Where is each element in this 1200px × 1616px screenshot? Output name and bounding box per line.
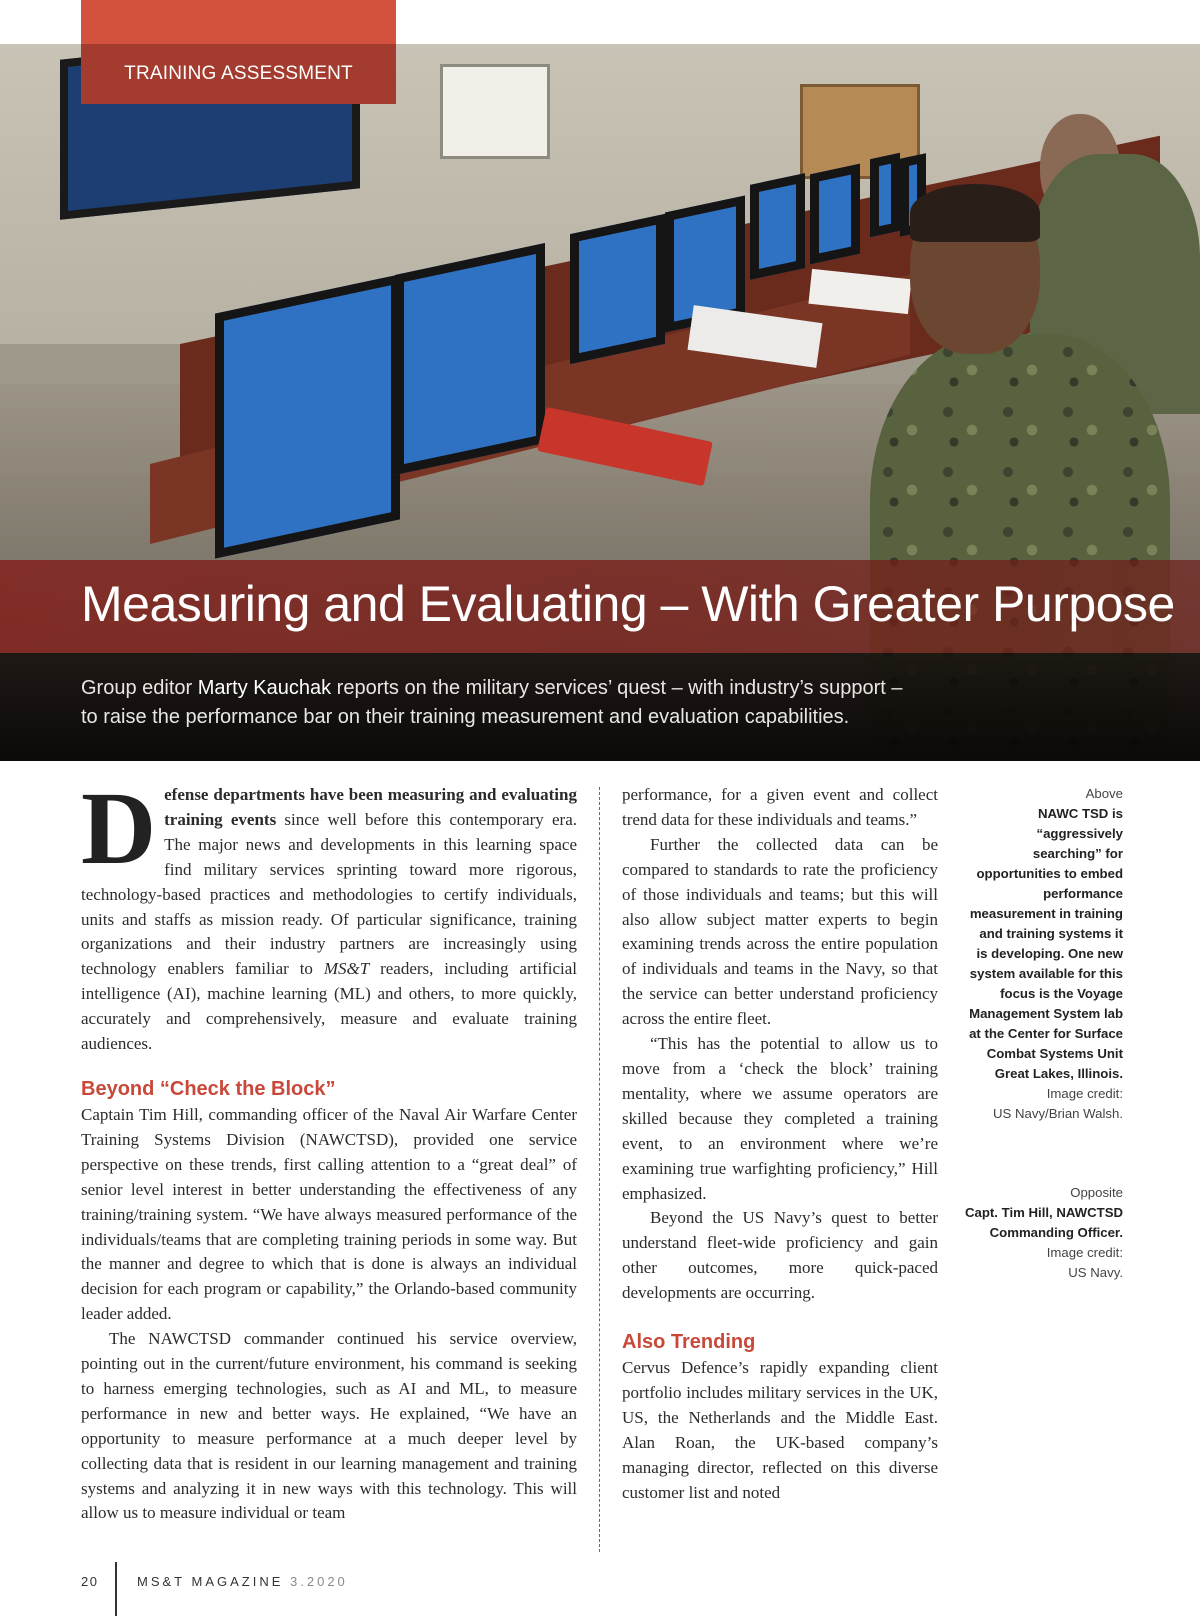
lead-in: efense departments have been measuring and evaluating training events <box>164 785 577 829</box>
article-title: Measuring and Evaluating – With Greater Purpose <box>81 576 1175 632</box>
article-paragraph <box>81 771 577 1057</box>
article-column-2 <box>622 783 938 1505</box>
caption-credit-label: Image credit: <box>1046 1245 1123 1260</box>
caption-credit: US Navy. <box>1068 1265 1123 1280</box>
drop-cap: D <box>81 771 157 886</box>
caption-text: NAWC TSD is “aggressively searching” for opportunities to embed performance measurement in training and training systems it is developing. One new system available for this focus is the Voyage Management System lab at the Center for Surface Combat Systems Unit Great Lakes, Illinois. <box>969 806 1123 1081</box>
article-paragraph: The NAWCTSD commander continued his service overview, pointing out in the current/future environment, his command is seeking to harness emerging technologies, such as AI and ML, to measure performance in new and better ways. He explained, “We have an opportunity to measure performance at a much deeper level by collecting data that is resident in our learning management and training systems and analyzing it in new ways with this technology. This will allow us to measure individual or team <box>81 1329 577 1523</box>
issue-date: 3.2020 <box>290 1574 348 1589</box>
article-paragraph: Cervus Defence’s rapidly expanding client portfolio includes military services in the UK, US, the Netherlands and the Middle East. Alan Roan, the UK-based company’s managing director, reflected on this diverse customer list and noted <box>622 1358 938 1502</box>
photo-monitor <box>395 243 545 475</box>
article-paragraph: Further the collected data can be compared to standards to rate the proficiency of those individuals and teams; but this will also allow subject matter experts to begin examining trends across the entire population of individuals and teams in the Navy, so that the service can better understand proficiency across the entire fleet. <box>622 834 938 1029</box>
caption-above <box>965 784 1123 1124</box>
subheading: Also Trending <box>622 1331 756 1354</box>
standfirst-line2: to raise the performance bar on their training measurement and evaluation capabilities. <box>81 706 850 728</box>
standfirst <box>81 674 981 732</box>
article-paragraph: Captain Tim Hill, commanding officer of the Naval Air Warfare Center Training Systems Division (NAWCTSD), provided one service perspective on these trends, first calling attention to a “great deal” of senior level interest in better understanding the effectiveness of any training/training system. “We have always measured performance of the individuals/teams that are completing training periods in some way. But the manner and degree to which that is done is always an individual decision for each program or capability,” the Orlando-based community leader added. <box>81 1104 577 1324</box>
caption-credit: US Navy/Brian Walsh. <box>993 1106 1123 1121</box>
caption-label: Above <box>1085 786 1123 801</box>
photo-whiteboard <box>440 64 550 159</box>
photo-monitor <box>810 164 860 265</box>
photo-monitor <box>215 274 400 558</box>
folio-rule <box>115 1562 117 1616</box>
column-divider <box>599 787 600 1552</box>
photo-monitor <box>750 173 805 280</box>
page-number: 20 <box>81 1574 99 1589</box>
caption-opposite <box>965 1183 1123 1283</box>
photo-sailor-hair <box>910 184 1040 242</box>
caption-credit-label: Image credit: <box>1046 1086 1123 1101</box>
magazine-name: MS&T <box>323 959 370 979</box>
article-column-1 <box>81 771 577 1526</box>
magazine-footer <box>137 1574 348 1589</box>
caption-text: Capt. Tim Hill, NAWCTSD Commanding Officer. <box>965 1205 1124 1240</box>
paragraph-text: since well before this contemporary era. The major news and developments in this learning space find military services sprinting toward more rigorous, technology-based practices and methodologies to certify individuals, units and staffs as mission ready. Of particular significance, training organizations and their industry partners are increasingly using technology enablers familiar to <box>81 809 577 979</box>
article-paragraph: Beyond the US Navy’s quest to better understand fleet-wide proficiency and gain other outcomes, more quick-paced developments are occurring. <box>622 1208 938 1303</box>
subheading: Beyond “Check the Block” <box>81 1077 336 1100</box>
author-name: Marty Kauchak <box>197 677 332 699</box>
standfirst-after: reports on the military services’ quest – with industry’s support – <box>331 677 903 699</box>
article-paragraph: “This has the potential to allow us to move from a ‘check the block’ training mentality, where we assume operators are skilled because they completed a training event, to an environment where we’re examining true warfighting proficiency,” Hill emphasized. <box>622 1034 938 1203</box>
standfirst-before: Group editor <box>81 677 198 699</box>
paragraph-text: readers, including artificial intelligence (AI), machine learning (ML) and others, to more quickly, accurately and comprehensively, measure and evaluate training audiences. <box>81 959 577 1054</box>
photo-monitor <box>570 214 665 364</box>
section-tag: TRAINING ASSESSMENT <box>81 44 396 104</box>
article-paragraph: performance, for a given event and collect trend data for these individuals and teams.” <box>622 785 938 829</box>
magazine-title: MS&T MAGAZINE <box>137 1574 284 1589</box>
caption-label: Opposite <box>1070 1185 1123 1200</box>
